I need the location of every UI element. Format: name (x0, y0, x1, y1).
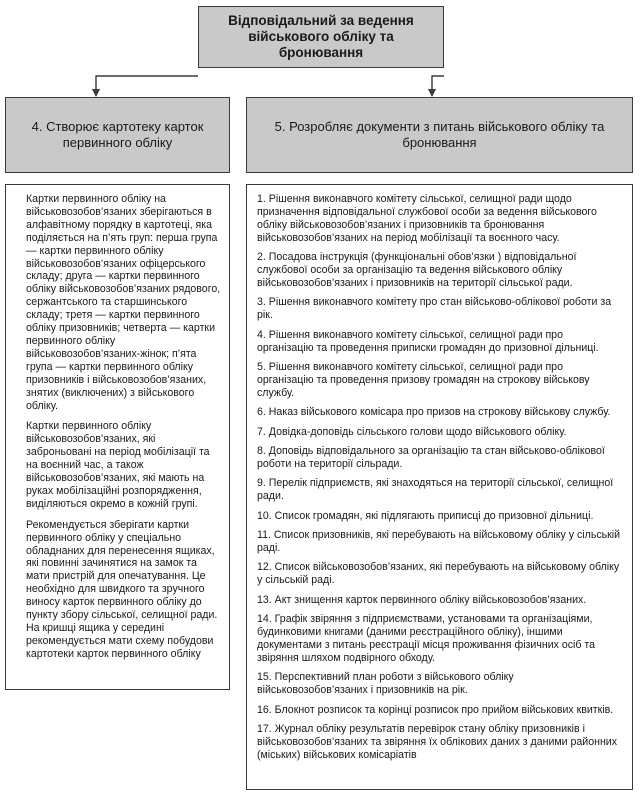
document-list-item: 12. Список військовозобов’язаних, які перебувають на військовому обліку у сільській раді. (257, 561, 620, 587)
connector-line-top-to-right (432, 76, 444, 96)
right-header-text: 5. Розробляє документи з питань військового обліку та бронювання (274, 119, 605, 150)
document-list-item: 1. Рішення виконавчого комітету сільської, селищної ради щодо призначення відповідальної службової особи за ведення військового обліку військовозобов’язаних і призовників та бронювання військовозобов’язаних на період мобілізації та воєнного часу. (257, 193, 597, 244)
top-box-responsible-officer (198, 6, 444, 68)
document-list-item: 16. Блокнот розписок та корінці розписок про прийом військових квитків. (257, 703, 614, 716)
document-list-item: 6. Наказ військового комісара про призов на строкову військову службу. (257, 406, 611, 419)
left-paragraph: Рекомендується зберігати картки первинного обліку у спеціально обладнаних для перенесення ящиках, які повинні зачинятися на замок та мати пристрій для опечатування. Це необхідно для швидкого та зручного виносу карток первинного обліку до пункту збору сільської, селищної ради. На кришці ящика у середині рекомендується мати схему побудови картотеки карток первинного обліку (26, 518, 218, 660)
document-list-item: 3. Рішення виконавчого комітету про стан військово-облікової роботи за рік. (257, 296, 612, 322)
document-list-item: 2. Посадова інструкція (функціональні обов’язки ) відповідальної службової особи за організацію та ведення військового обліку військовозобов’язаних і призовників на території сільської ради. (257, 251, 577, 289)
document-list-item: 9. Перелік підприємств, які знаходяться на території сільської, селищної ради. (257, 477, 614, 503)
document-list-item: 5. Рішення виконавчого комітету сільської, селищної ради про організацію та проведення призову громадян на строкову військову службу. (257, 360, 590, 399)
document-list-item: 15. Перспективний план роботи з військового обліку військовозобов’язаних і призовників на рік. (257, 671, 514, 697)
document-list-item: 13. Акт знищення карток первинного обліку військовозобов’язаних. (257, 593, 587, 606)
document-list-item: 7. Довідка-доповідь сільського голови щодо військового обліку. (257, 425, 567, 438)
connector-line-top-to-left (96, 76, 198, 96)
left-paragraph: Картки первинного обліку військовозобов’язаних, які заброньовані на період мобілізації та на воєнний час, а також військовозобов’язаних, які мають на руках мобілізаційні розпорядження, виділяються окремо в кожній групі. (26, 420, 210, 510)
document-list-item: 17. Журнал обліку результатів перевірок стану обліку призовників і військовозобов’язаних та звіряння їх облікових даних з даними районних (міських) військових комісаріатів (257, 722, 618, 761)
left-header-text: 4. Створює картотеку карток первинного обліку (31, 119, 204, 150)
right-content-box (246, 184, 633, 790)
left-paragraph: Картки первинного обліку на військовозобов’язаних зберігаються в алфавітному порядку в картотеці, яка поділяється на п’ять груп: перша група — картки первинного обліку військовозобов’язаних офіцерського складу; друга — картки первинного обліку військовозобов’язаних рядового, сержантського та старшинського складу; третя — картки первинного обліку призовників; четверта — картки первинного обліку військовозобов’язаних-жінок; п’ята група — картки первинного обліку призовників і військовозобов’язаних, знятих (виключених) з військового обліку. (26, 193, 221, 412)
document-list-item: 11. Список призовників, які перебувають на військовому обліку у сільській раді. (257, 529, 621, 554)
top-box-title: Відповідальний за ведення військового обліку та бронювання (228, 13, 414, 60)
document-list-item: 10. Список громадян, які підлягають приписці до призовної дільниці. (257, 509, 594, 522)
document-list-item: 14. Графік звіряння з підприємствами, установами та організаціями, будинковими книгами (даними реєстраційного обліку), іншими документами з питань реєстрації місця проживання фізичних осіб та звіряння шляхом подвірного обходу. (257, 613, 596, 664)
document-list-item: 8. Доповідь відповідального за організацію та стан військово-облікової роботи на території сільради. (257, 445, 605, 470)
document-list-item: 4. Рішення виконавчого комітету сільської, селищної ради про організацію та проведення приписки громадян до призовної дільниці. (257, 328, 599, 354)
left-content-box (5, 184, 230, 690)
left-header-box (5, 97, 230, 173)
right-header-box (246, 97, 633, 173)
